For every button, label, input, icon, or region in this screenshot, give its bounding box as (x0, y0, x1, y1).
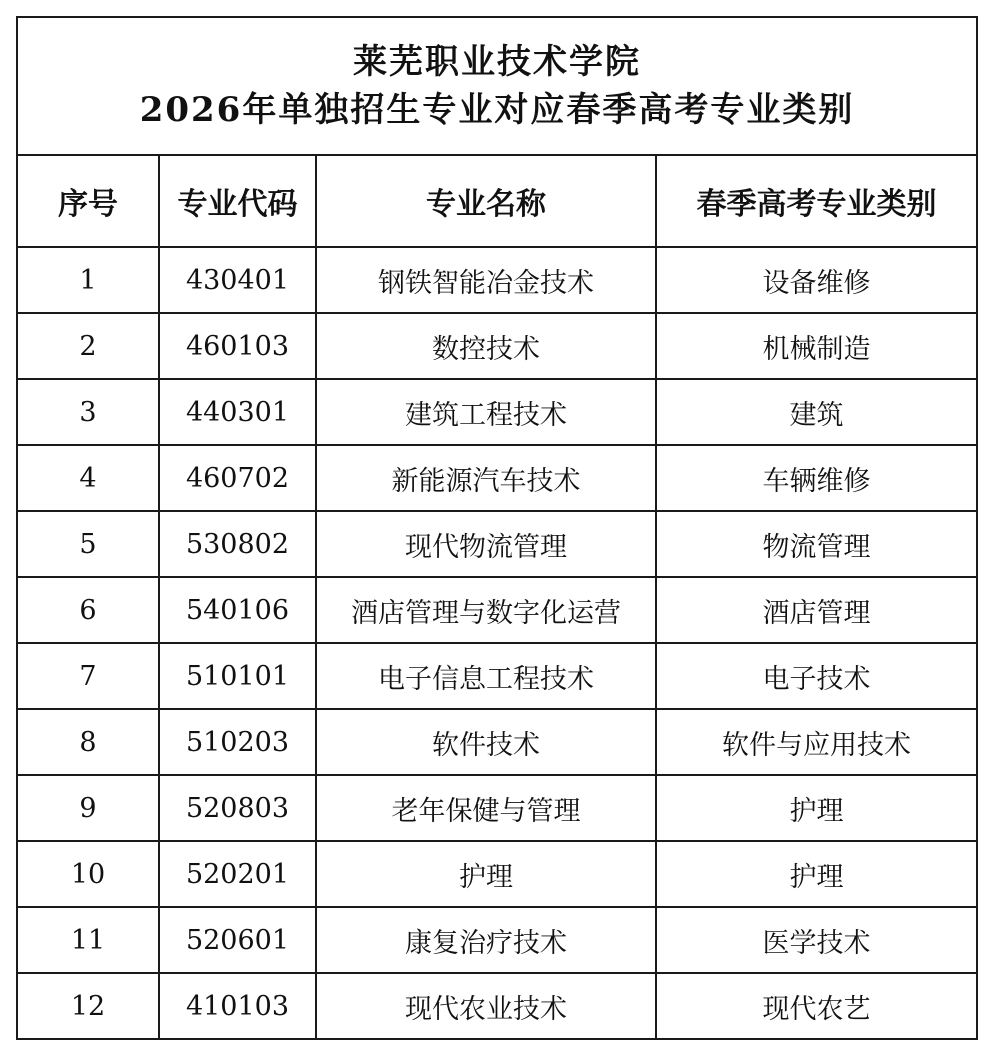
cell-category: 物流管理 (656, 511, 977, 577)
cell-no: 6 (17, 577, 159, 643)
cell-major-name: 软件技术 (316, 709, 656, 775)
cell-major-name: 护理 (316, 841, 656, 907)
cell-no: 11 (17, 907, 159, 973)
cell-category: 软件与应用技术 (656, 709, 977, 775)
cell-major-name: 现代物流管理 (316, 511, 656, 577)
cell-major-code: 510101 (159, 643, 316, 709)
table-row (17, 643, 977, 709)
cell-major-code: 520601 (159, 907, 316, 973)
cell-major-name: 现代农业技术 (316, 973, 656, 1039)
header-code: 专业代码 (159, 155, 316, 247)
table-row (17, 511, 977, 577)
cell-category: 护理 (656, 775, 977, 841)
cell-category: 护理 (656, 841, 977, 907)
cell-major-name: 钢铁智能冶金技术 (316, 247, 656, 313)
cell-no: 4 (17, 445, 159, 511)
table-row (17, 775, 977, 841)
cell-category: 电子技术 (656, 643, 977, 709)
cell-major-name: 电子信息工程技术 (316, 643, 656, 709)
cell-major-code: 460103 (159, 313, 316, 379)
cell-no: 12 (17, 973, 159, 1039)
cell-major-name: 酒店管理与数字化运营 (316, 577, 656, 643)
title-line-2: 2026年单独招生专业对应春季高考专业类别 (139, 90, 855, 130)
cell-major-code: 440301 (159, 379, 316, 445)
table-row (17, 973, 977, 1039)
cell-major-name: 老年保健与管理 (316, 775, 656, 841)
table-row (17, 313, 977, 379)
title-line-1: 莱芜职业技术学院 (353, 42, 641, 82)
major-table (16, 16, 978, 1040)
table-row (17, 907, 977, 973)
table-row (17, 709, 977, 775)
cell-no: 3 (17, 379, 159, 445)
major-table-document (16, 16, 976, 1040)
cell-no: 1 (17, 247, 159, 313)
cell-major-name: 建筑工程技术 (316, 379, 656, 445)
header-no: 序号 (17, 155, 159, 247)
cell-category: 现代农艺 (656, 973, 977, 1039)
cell-category: 建筑 (656, 379, 977, 445)
cell-no: 7 (17, 643, 159, 709)
cell-major-code: 530802 (159, 511, 316, 577)
cell-major-code: 520201 (159, 841, 316, 907)
table-row (17, 247, 977, 313)
cell-category: 酒店管理 (656, 577, 977, 643)
table-row (17, 445, 977, 511)
table-row (17, 577, 977, 643)
cell-major-code: 430401 (159, 247, 316, 313)
header-name: 专业名称 (316, 155, 656, 247)
cell-category: 车辆维修 (656, 445, 977, 511)
cell-no: 2 (17, 313, 159, 379)
cell-major-code: 460702 (159, 445, 316, 511)
header-category: 春季高考专业类别 (656, 155, 977, 247)
cell-no: 10 (17, 841, 159, 907)
cell-major-code: 540106 (159, 577, 316, 643)
cell-major-code: 520803 (159, 775, 316, 841)
cell-category: 医学技术 (656, 907, 977, 973)
table-row (17, 379, 977, 445)
title-row (17, 17, 977, 155)
cell-no: 5 (17, 511, 159, 577)
cell-major-code: 410103 (159, 973, 316, 1039)
cell-major-name: 数控技术 (316, 313, 656, 379)
cell-no: 8 (17, 709, 159, 775)
table-row (17, 841, 977, 907)
header-row (17, 155, 977, 247)
cell-category: 机械制造 (656, 313, 977, 379)
cell-major-name: 新能源汽车技术 (316, 445, 656, 511)
cell-major-code: 510203 (159, 709, 316, 775)
cell-major-name: 康复治疗技术 (316, 907, 656, 973)
cell-no: 9 (17, 775, 159, 841)
cell-category: 设备维修 (656, 247, 977, 313)
document-title (17, 17, 977, 155)
